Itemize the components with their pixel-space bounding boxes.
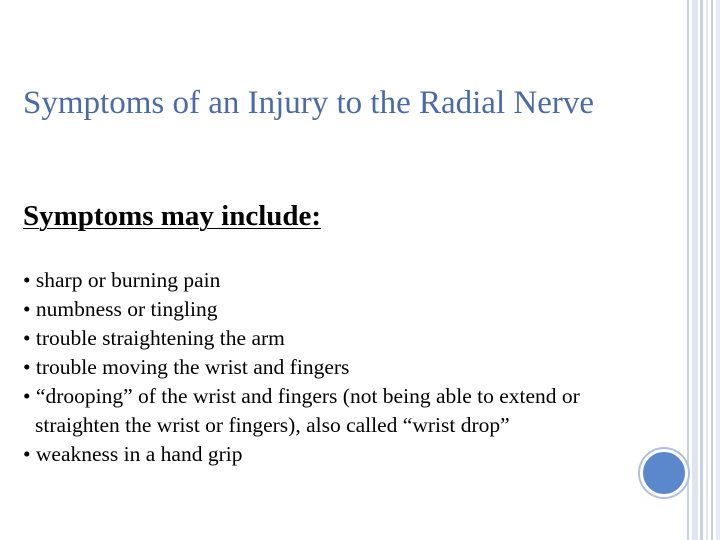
list-item: • sharp or burning pain bbox=[23, 268, 221, 292]
symptom-list bbox=[23, 266, 663, 469]
decorative-stripe bbox=[716, 0, 720, 540]
decorative-stripe bbox=[711, 0, 713, 540]
list-item: • numbness or tingling bbox=[23, 297, 218, 321]
decorative-stripe bbox=[706, 0, 708, 540]
list-item: • “drooping” of the wrist and fingers (not being able to extend or straighten the wrist or fingers), also called “wrist drop” bbox=[23, 384, 580, 437]
list-item: • trouble straightening the arm bbox=[23, 326, 285, 350]
slide-subtitle: Symptoms may include: bbox=[23, 200, 322, 232]
decorative-stripe bbox=[687, 0, 689, 540]
list-item: • weakness in a hand grip bbox=[23, 442, 243, 466]
list-item: • trouble moving the wrist and fingers bbox=[23, 355, 350, 379]
slide-title: Symptoms of an Injury to the Radial Nerve bbox=[23, 85, 594, 121]
decorative-circle-icon bbox=[640, 449, 688, 497]
decorative-stripe bbox=[692, 0, 698, 540]
decorative-stripe bbox=[700, 0, 703, 540]
